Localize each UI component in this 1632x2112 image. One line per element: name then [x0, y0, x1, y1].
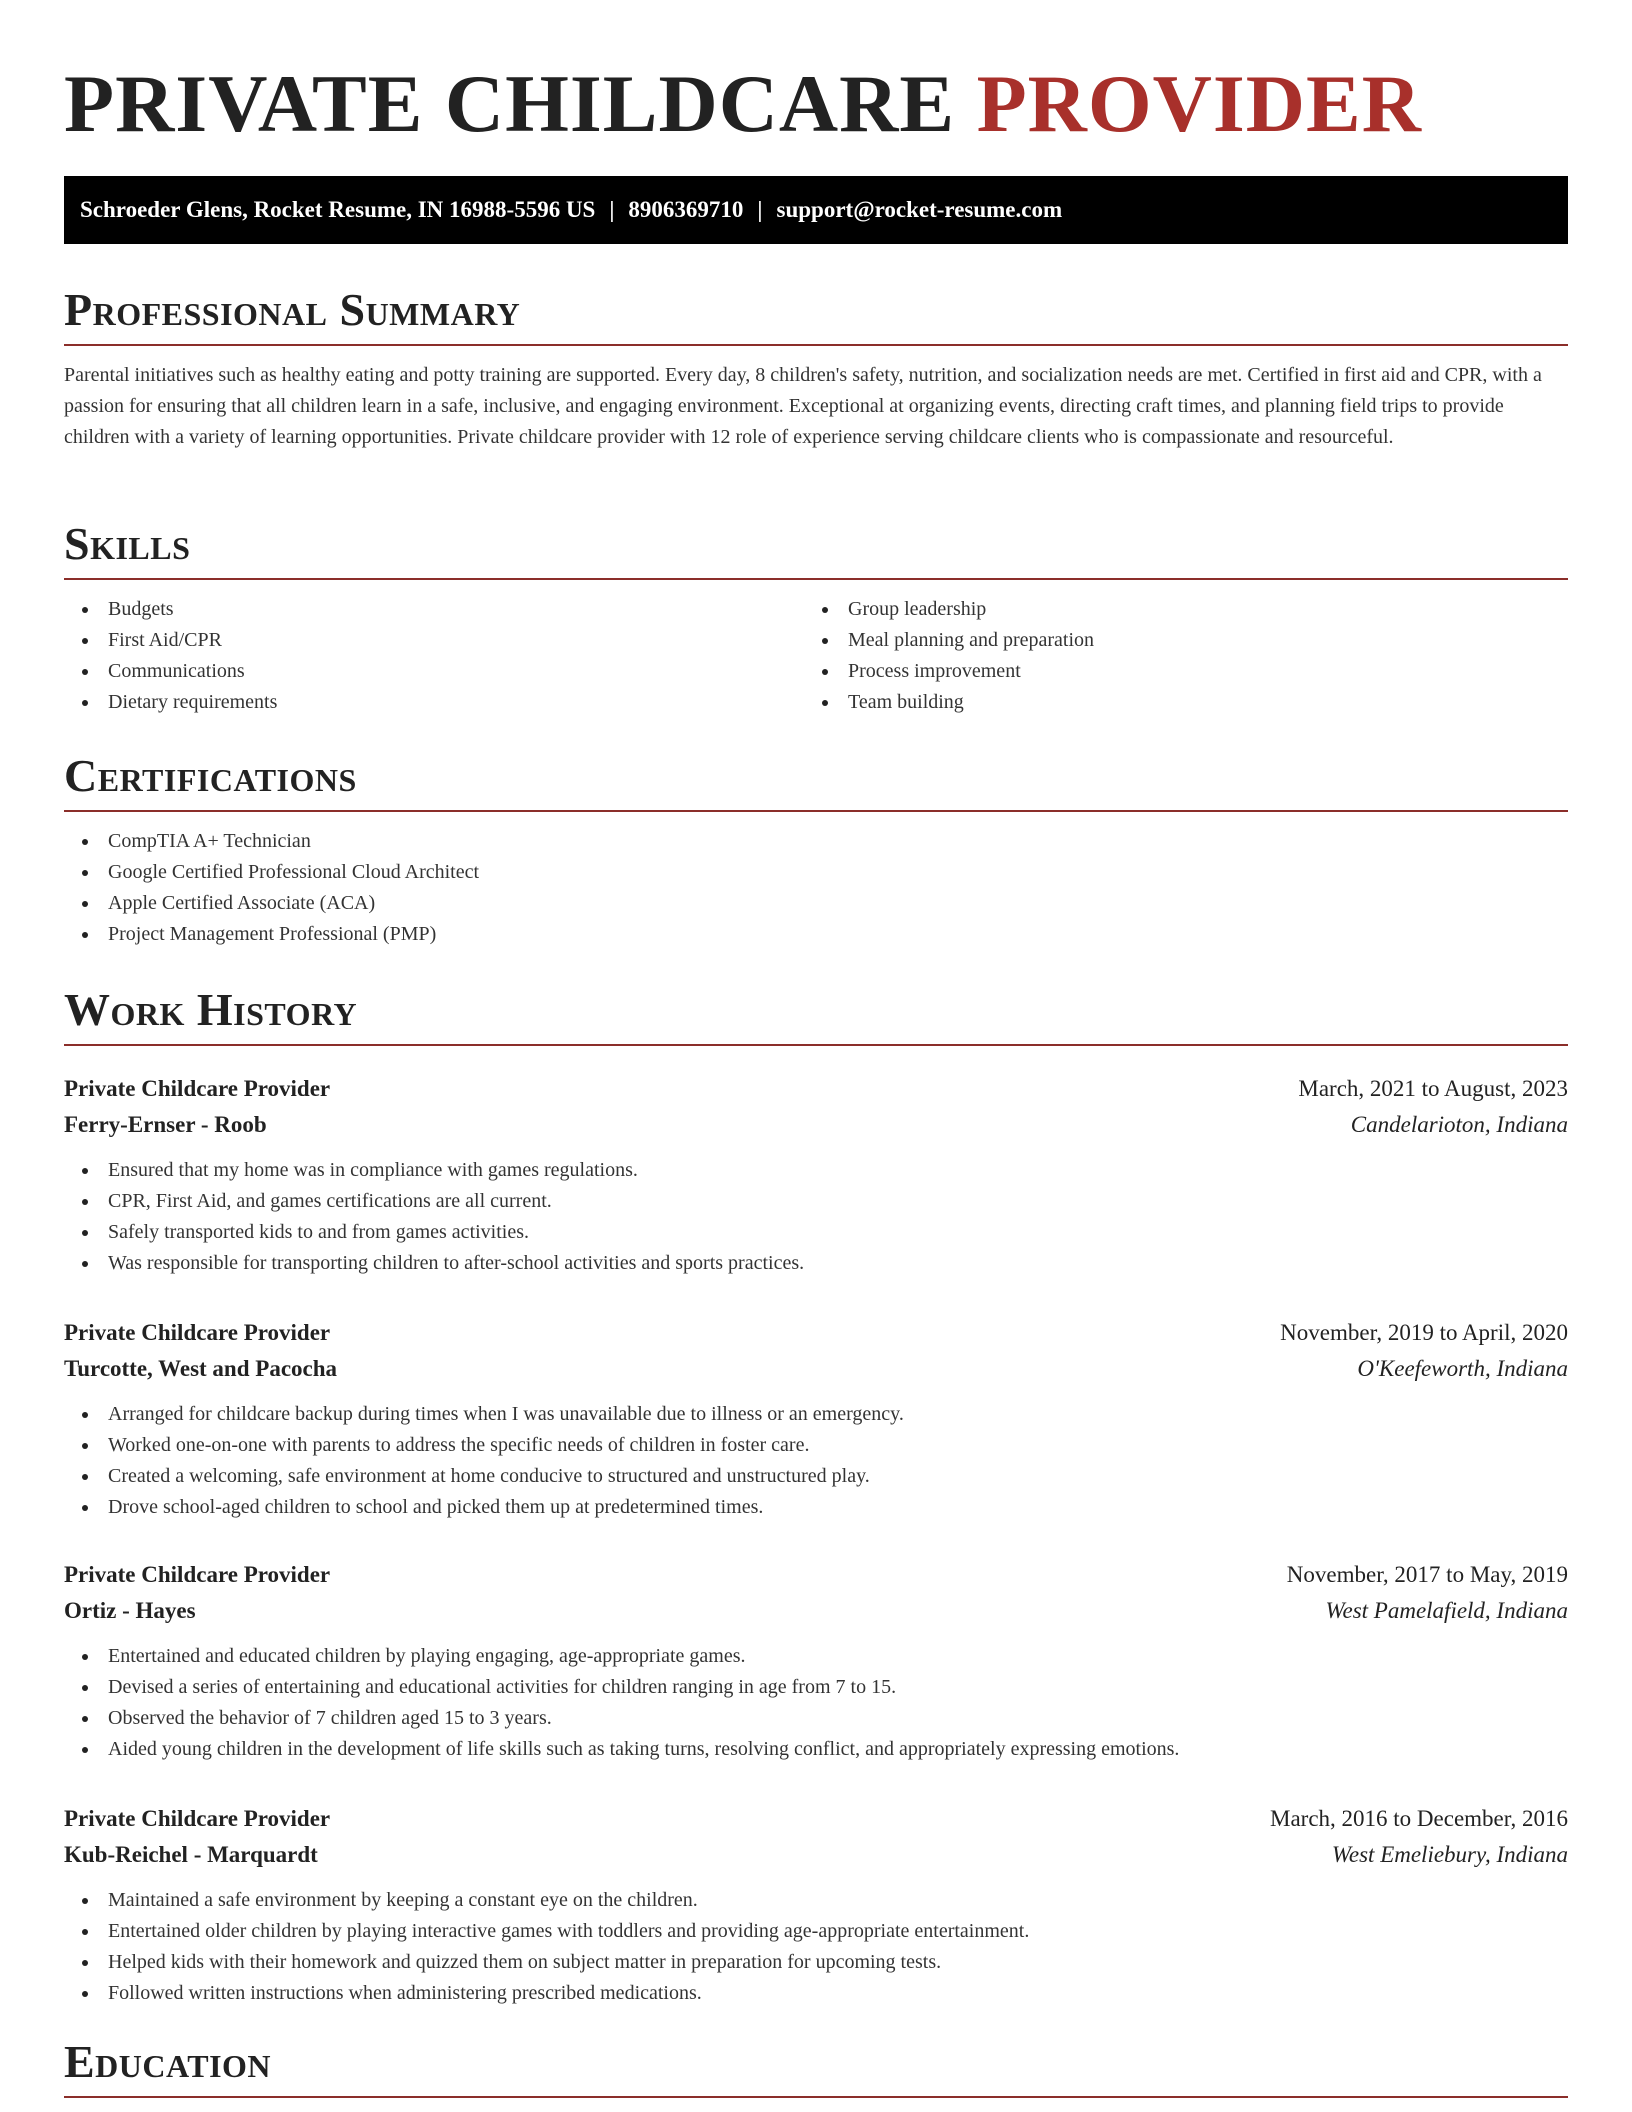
candidate-name [64, 0, 1568, 150]
section-title-work-history: Work History [64, 984, 1568, 1046]
job-bullet: Followed written instructions when administering prescribed medications. [64, 1978, 1568, 2009]
skill-item: Communications [64, 656, 804, 687]
certification-item: CompTIA A+ Technician [64, 826, 1568, 857]
job-bullets [64, 1155, 1568, 1279]
job-company-row [64, 1593, 1568, 1629]
job-bullet: Aided young children in the development of life skills such as taking turns, resolving conflict, and appropriately expressing emotions. [64, 1734, 1568, 1765]
certifications-list [64, 826, 1568, 950]
job-title: Private Childcare Provider [64, 1076, 331, 1101]
job-bullet: Ensured that my home was in compliance with games regulations. [64, 1155, 1568, 1186]
education-section [64, 2036, 1568, 2098]
job-bullet: Was responsible for transporting children to after-school activities and sports practices. [64, 1248, 1568, 1279]
job-header-row [64, 1801, 1568, 1837]
job-dates: November, 2017 to May, 2019 [1286, 1562, 1568, 1587]
contact-separator: | [609, 197, 615, 222]
job-bullet: Devised a series of entertaining and educational activities for children ranging in age from 7 to 15. [64, 1672, 1568, 1703]
job-location: Candelarioton, Indiana [1350, 1112, 1568, 1137]
section-title-certifications: Certifications [64, 750, 1568, 812]
contact-phone[interactable]: 8906369710 [628, 197, 744, 222]
job-company-row [64, 1837, 1568, 1873]
job-bullet: Observed the behavior of 7 children aged 15 to 3 years. [64, 1703, 1568, 1734]
job-company-row [64, 1107, 1568, 1143]
contact-separator: | [757, 197, 763, 222]
job-title: Private Childcare Provider [64, 1320, 331, 1345]
job-location: West Emeliebury, Indiana [1331, 1842, 1568, 1867]
job-bullet: CPR, First Aid, and games certifications are all current. [64, 1186, 1568, 1217]
job-title: Private Childcare Provider [64, 1562, 331, 1587]
skill-item: First Aid/CPR [64, 625, 804, 656]
job-bullets [64, 1399, 1568, 1523]
job-company-row [64, 1351, 1568, 1387]
skills-section [64, 518, 1568, 718]
job-dates: March, 2016 to December, 2016 [1270, 1806, 1568, 1831]
job-entry [64, 1071, 1568, 1279]
job-bullet: Entertained older children by playing interactive games with toddlers and providing age-appropriate entertainment. [64, 1916, 1568, 1947]
job-entry [64, 1315, 1568, 1523]
job-company: Turcotte, West and Pacocha [64, 1356, 338, 1381]
job-bullet: Safely transported kids to and from games activities. [64, 1217, 1568, 1248]
certification-item: Apple Certified Associate (ACA) [64, 888, 1568, 919]
job-bullet: Created a welcoming, safe environment at home conducive to structured and unstructured play. [64, 1461, 1568, 1492]
job-bullets [64, 1641, 1568, 1765]
summary-text: Parental initiatives such as healthy eating and potty training are supported. Every day, 8 children's safety, nutrition, and socialization needs are met. Certified in first aid and CPR, with a passion for ensuring that all children learn in a safe, inclusive, and engaging environment. Exceptional at organizing events, directing craft times, and planning field trips to provide children with a variety of learning opportunities. Private childcare provider with 12 role of experience serving childcare clients who is compassionate and resourceful. [64, 364, 1542, 448]
job-entry [64, 1801, 1568, 2009]
job-bullet: Arranged for childcare backup during times when I was unavailable due to illness or an emergency. [64, 1399, 1568, 1430]
certification-item: Project Management Professional (PMP) [64, 919, 1568, 950]
section-title-summary: Professional Summary [64, 284, 1568, 346]
job-location: West Pamelafield, Indiana [1325, 1598, 1568, 1623]
job-header-row [64, 1071, 1568, 1107]
job-header-row [64, 1557, 1568, 1593]
section-title-education: Education [64, 2036, 1568, 2098]
skills-list-right [804, 594, 1544, 718]
skills-columns [64, 580, 1568, 718]
skill-item: Group leadership [804, 594, 1544, 625]
contact-bar [64, 176, 1568, 244]
job-dates: November, 2019 to April, 2020 [1280, 1320, 1568, 1345]
job-dates: March, 2021 to August, 2023 [1298, 1076, 1568, 1101]
skill-item: Process improvement [804, 656, 1544, 687]
work-history-section [64, 984, 1568, 1046]
skill-item: Team building [804, 687, 1544, 718]
job-bullet: Entertained and educated children by playing engaging, age-appropriate games. [64, 1641, 1568, 1672]
skill-item: Meal planning and preparation [804, 625, 1544, 656]
job-location: O'Keefeworth, Indiana [1357, 1356, 1568, 1381]
job-bullets [64, 1885, 1568, 2009]
resume-page [64, 0, 1568, 2087]
name-accent: PROVIDER [976, 58, 1422, 149]
job-bullet: Drove school-aged children to school and picked them up at predetermined times. [64, 1492, 1568, 1523]
job-company: Ferry-Ernser - Roob [64, 1112, 267, 1137]
job-entry [64, 1557, 1568, 1765]
job-company: Kub-Reichel - Marquardt [64, 1842, 318, 1867]
skill-item: Dietary requirements [64, 687, 804, 718]
contact-email[interactable]: support@rocket-resume.com [776, 197, 1063, 222]
job-company: Ortiz - Hayes [64, 1598, 196, 1623]
contact-address: Schroeder Glens, Rocket Resume, IN 16988-5596 US [80, 197, 596, 222]
summary-section [64, 284, 1568, 453]
certification-item: Google Certified Professional Cloud Architect [64, 857, 1568, 888]
name-main: PRIVATE CHILDCARE [64, 58, 956, 149]
job-bullet: Helped kids with their homework and quizzed them on subject matter in preparation for upcoming tests. [64, 1947, 1568, 1978]
skills-list-left [64, 594, 804, 718]
section-title-skills: Skills [64, 518, 1568, 580]
job-bullet: Worked one-on-one with parents to address the specific needs of children in foster care. [64, 1430, 1568, 1461]
job-title: Private Childcare Provider [64, 1806, 331, 1831]
skill-item: Budgets [64, 594, 804, 625]
certifications-section [64, 750, 1568, 950]
job-header-row [64, 1315, 1568, 1351]
job-bullet: Maintained a safe environment by keeping a constant eye on the children. [64, 1885, 1568, 1916]
